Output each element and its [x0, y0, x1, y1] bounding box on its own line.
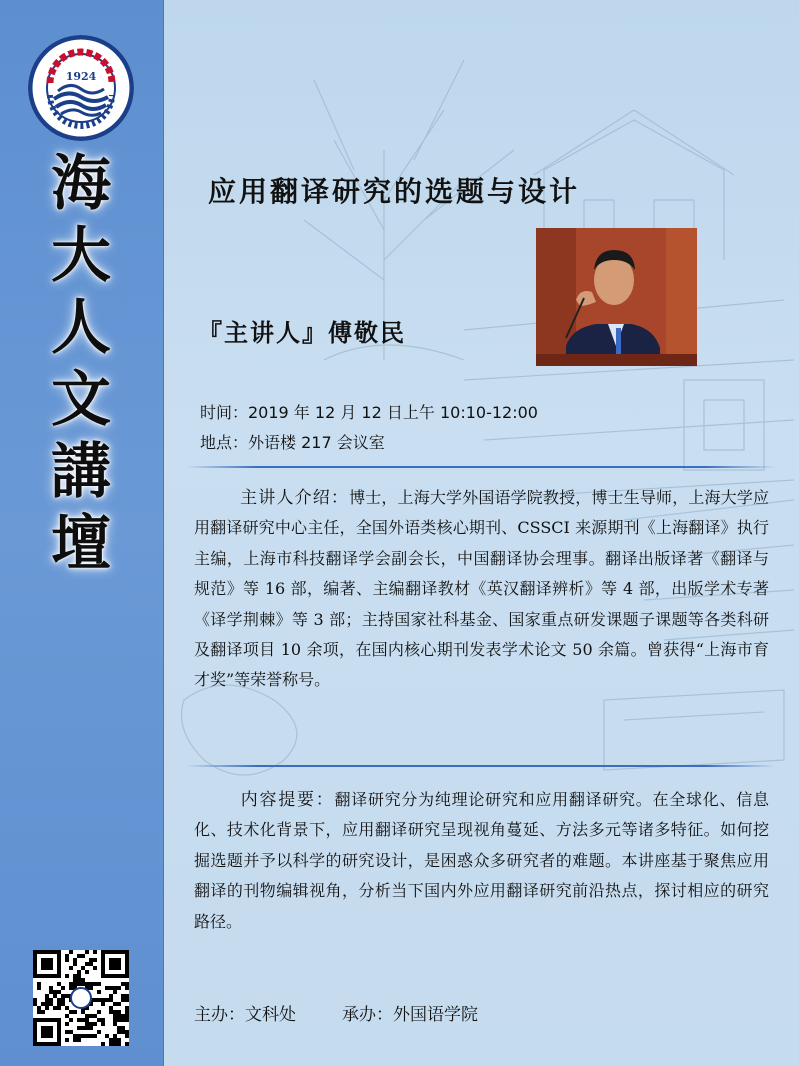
series-title-char: 文 — [51, 365, 111, 435]
speaker-photo-graphic — [536, 228, 697, 366]
poster-main — [164, 0, 799, 1066]
divider — [186, 466, 776, 468]
abstract-label: 内容提要： — [240, 790, 335, 810]
event-place: 地点：外语楼 217 会议室 — [200, 433, 385, 452]
logo-emblem-graphic — [28, 35, 134, 141]
qr-code-graphic — [33, 950, 129, 1046]
speaker-label: 『主讲人』 — [198, 318, 328, 347]
series-title-char: 壇 — [51, 509, 111, 579]
event-time: 时间：2019 年 12 月 12 日上午 10:10-12:00 — [200, 403, 538, 422]
series-title-char: 人 — [51, 293, 111, 363]
abstract-text: 翻译研究分为纯理论研究和应用翻译研究。在全球化、信息化、技术化背景下，应用翻译研究呈现视角蔓延、方法多元等诸多特征。如何挖掘选题并予以科学的研究设计，是困惑众多研究者的难题。本讲座基于聚焦应用翻译的刊物编辑视角，分析当下国内外应用翻译研究前沿热点，探讨相应的研究路径。 — [194, 790, 769, 931]
logo-year: 1924 — [65, 70, 97, 83]
lecture-abstract — [194, 785, 769, 937]
qr-code — [33, 950, 129, 1046]
bio-text: 博士，上海大学外国语学院教授，博士生导师，上海大学应用翻译研究中心主任，全国外语类核心期刊、CSSCI 来源期刊《上海翻译》执行主编，上海市科技翻译学会副会长，中国翻译协会理事。翻译出版译著《翻译与规范》等 16 部，编著、主编翻译教材《英汉翻译辨析》等 4 部，出版学术专著《译学荆棘》等 3 部；主持国家社科基金、国家重点研发课题子课题等各类科研及翻译项目 10 余项，在国内核心期刊发表学术论文 50 余篇。曾获得“上海市育才奖”等荣誉称号。 — [194, 488, 769, 690]
bio-label: 主讲人介绍： — [240, 488, 350, 508]
university-logo — [28, 35, 134, 141]
speaker-photo — [536, 228, 697, 366]
speaker-bio — [194, 483, 769, 696]
lecture-title: 应用翻译研究的选题与设计 — [208, 175, 581, 208]
speaker-line — [198, 313, 406, 348]
speaker-name: 傅敬民 — [328, 318, 406, 347]
lecture-series-title — [30, 148, 132, 580]
series-title-char: 大 — [51, 221, 111, 291]
divider — [186, 765, 776, 767]
organizer: 主办：文科处 — [194, 1005, 296, 1025]
sidebar — [0, 0, 164, 1066]
co-organizer: 承办：外国语学院 — [342, 1005, 478, 1025]
series-title-char: 講 — [51, 437, 111, 507]
organizers — [194, 1000, 478, 1025]
series-title-char: 海 — [51, 149, 111, 219]
